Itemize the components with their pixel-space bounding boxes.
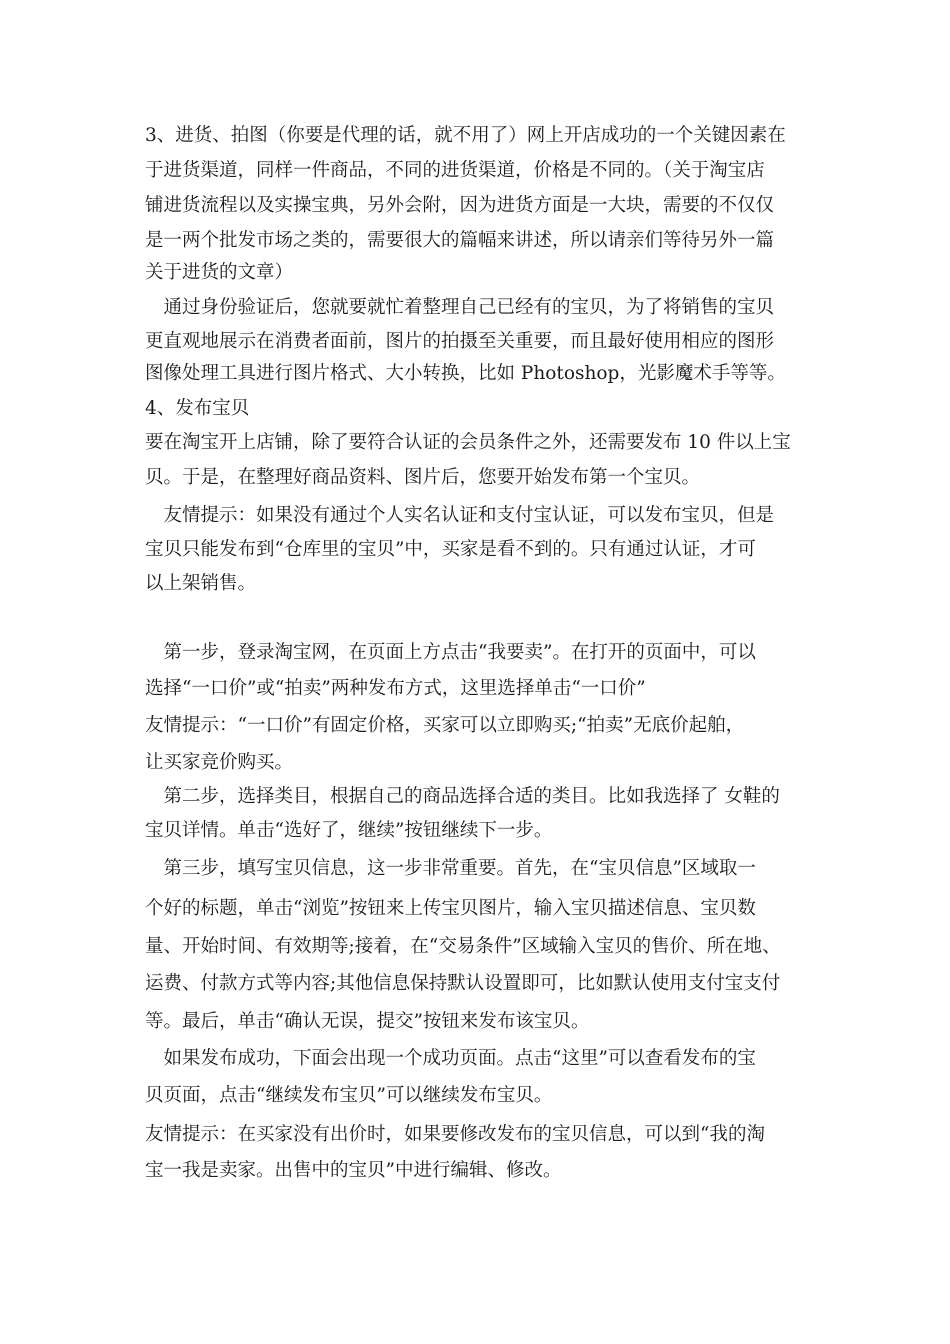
text-line: 3、进货、拍图（你要是代理的话，就不用了）网上开店成功的一个关键因素在: [145, 125, 786, 146]
text-line: 关于进货的文章）: [145, 262, 294, 283]
text-line: 第三步，填写宝贝信息，这一步非常重要。首先，在“宝贝信息”区域取一: [145, 858, 756, 879]
text-line: 贝页面，点击“继续发布宝贝”可以继续发布宝贝。: [145, 1085, 553, 1106]
text-line: 宝贝只能发布到“仓库里的宝贝”中，买家是看不到的。只有通过认证，才可: [145, 539, 756, 560]
section-heading: 4、发布宝贝: [145, 398, 250, 419]
text-line: 运费、付款方式等内容;其他信息保持默认设置即可，比如默认使用支付宝支付: [145, 973, 781, 994]
text-line: 选择“一口价”或“拍卖”两种发布方式，这里选择单击“一口价”: [145, 678, 646, 699]
text-line: 宝贝详情。单击“选好了，继续”按钮继续下一步。: [145, 820, 553, 841]
text-line: 量、开始时间、有效期等;接着，在“交易条件”区域输入宝贝的售价、所在地、: [145, 936, 781, 957]
text-line: 通过身份验证后，您就要就忙着整理自己已经有的宝贝，为了将销售的宝贝: [145, 297, 775, 318]
text-line: 第二步，选择类目，根据自己的商品选择合适的类目。比如我选择了 女鞋的: [145, 786, 780, 807]
text-line: 友情提示：“一口价”有固定价格，买家可以立即购买;“拍卖”无底价起舶，: [145, 715, 745, 736]
text-line: 铺进货流程以及实操宝典，另外会附，因为进货方面是一大块，需要的不仅仅: [145, 195, 775, 216]
text-line: 友情提示：在买家没有出价时，如果要修改发布的宝贝信息，可以到“我的淘: [145, 1124, 765, 1145]
text-line: 个好的标题，单击“浏览”按钮来上传宝贝图片，输入宝贝描述信息、宝贝数: [145, 898, 756, 919]
text-line: 要在淘宝开上店铺，除了要符合认证的会员条件之外，还需要发布 10 件以上宝: [145, 432, 791, 453]
text-line: 如果发布成功，下面会出现一个成功页面。点击“这里”可以查看发布的宝: [145, 1048, 756, 1069]
text-line: 宝一我是卖家。出售中的宝贝”中进行编辑、修改。: [145, 1160, 562, 1181]
text-line: 等。最后，单击“确认无误，提交”按钮来发布该宝贝。: [145, 1011, 590, 1032]
text-line: 是一两个批发市场之类的，需要很大的篇幅来讲述，所以请亲们等待另外一篇: [145, 230, 775, 251]
text-line: 让买家竞价购买。: [145, 752, 294, 773]
text-line: 以上架销售。: [145, 573, 257, 594]
text-line: 图像处理工具进行图片格式、大小转换，比如 Photoshop，光影魔术手等等。: [145, 363, 786, 384]
text-line: 第一步，登录淘宝网，在页面上方点击“我要卖”。在打开的页面中，可以: [145, 642, 756, 663]
text-line: 于进货渠道，同样一件商品，不同的进货渠道，价格是不同的。（关于淘宝店: [145, 160, 765, 181]
text-line: 贝。于是，在整理好商品资料、图片后，您要开始发布第一个宝贝。: [145, 467, 701, 488]
text-line: 更直观地展示在消费者面前，图片的拍摄至关重要，而且最好使用相应的图形: [145, 331, 775, 352]
text-line: 友情提示：如果没有通过个人实名认证和支付宝认证，可以发布宝贝，但是: [145, 505, 775, 526]
